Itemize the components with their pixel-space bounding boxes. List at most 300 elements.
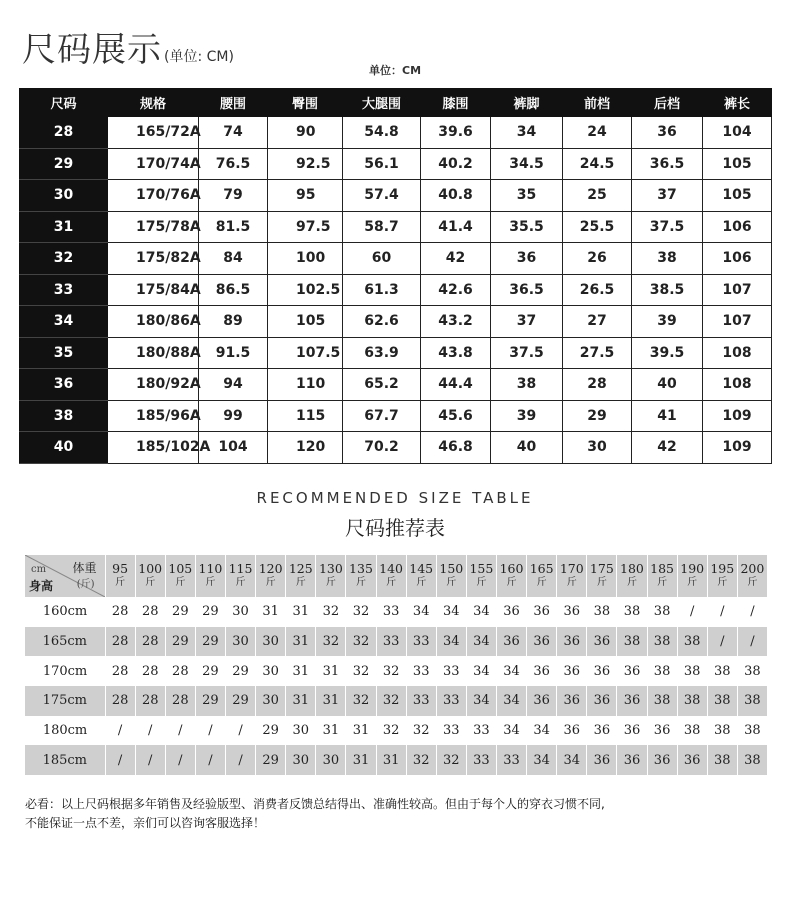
recommend-size-cell: 32 xyxy=(352,663,370,679)
recommend-size-cell: 34 xyxy=(503,663,520,679)
recommend-size-cell: 33 xyxy=(406,627,436,657)
recommend-size-cell: 31 xyxy=(316,686,346,716)
size-value-cell: 175/78A xyxy=(108,211,199,243)
weight-unit: 斤 xyxy=(596,577,607,588)
weight-header-cell xyxy=(376,555,406,597)
size-value-cell: 97.5 xyxy=(268,211,343,243)
size-value-cell: 42.6 xyxy=(421,274,491,306)
size-value-cell: 56.1 xyxy=(343,148,421,180)
size-label-cell: 33 xyxy=(20,274,108,306)
recommend-size-cell: 36 xyxy=(623,723,641,739)
recommend-size-cell: 34 xyxy=(466,686,496,716)
recommend-size-cell: 33 xyxy=(443,663,460,679)
weight-header-cell xyxy=(165,555,195,597)
size-value-cell: 110 xyxy=(268,369,343,401)
recommend-size-cell: 38 xyxy=(653,604,671,620)
recommend-size-cell: / xyxy=(165,745,195,775)
size-value-cell: 42 xyxy=(632,432,703,464)
size-value-cell: 120 xyxy=(268,432,343,464)
size-value-cell: 46.8 xyxy=(421,432,491,464)
recommend-size-cell: 32 xyxy=(376,686,406,716)
recommend-size-cell: 34 xyxy=(496,686,526,716)
size-value-cell: 67.7 xyxy=(343,400,421,432)
recommend-size-cell: 36 xyxy=(587,686,617,716)
recommend-size-cell: 38 xyxy=(653,663,671,679)
recommend-size-cell: / xyxy=(195,745,225,775)
size-header-cell: 尺码 xyxy=(20,89,108,117)
weight-value: 180 xyxy=(620,561,644,576)
weight-unit: 斤 xyxy=(145,577,156,588)
size-row xyxy=(20,180,772,212)
size-value-cell: 58.7 xyxy=(343,211,421,243)
recommend-size-cell: / xyxy=(238,723,243,739)
weight-header-cell xyxy=(617,555,647,597)
recommend-size-cell: 36 xyxy=(593,723,611,739)
size-row xyxy=(20,243,772,275)
weight-value: 110 xyxy=(198,561,223,576)
recommend-size-cell: 38 xyxy=(593,604,611,620)
size-value-cell: 170/74A xyxy=(108,148,199,180)
size-value-cell: 45.6 xyxy=(421,400,491,432)
size-value-cell: 26 xyxy=(563,243,632,275)
recommend-size-cell: 32 xyxy=(382,663,400,679)
size-label-cell: 30 xyxy=(20,180,108,212)
size-value-cell: 39.5 xyxy=(632,337,703,369)
recommend-size-cell: 31 xyxy=(322,663,340,679)
weight-unit: 斤 xyxy=(717,577,728,588)
note-line-1: 必看：以上尺码根据多年销售及经验版型、消费者反馈总结得出、准确性较高。但由于每个人的穿衣习惯不同, xyxy=(25,797,605,811)
recommend-size-cell: 32 xyxy=(406,745,436,775)
recommend-size-cell: 36 xyxy=(593,663,611,679)
size-value-cell: 41 xyxy=(632,400,703,432)
size-value-cell: 30 xyxy=(563,432,632,464)
size-value-cell: 65.2 xyxy=(343,369,421,401)
weight-value: 175 xyxy=(589,561,614,576)
weight-header-cell xyxy=(647,555,677,597)
recommend-size-cell: 30 xyxy=(256,686,286,716)
corner-cm-label: cm xyxy=(31,564,47,575)
recommend-size-cell: 28 xyxy=(111,663,129,679)
size-value-cell: 37 xyxy=(632,180,703,212)
weight-value: 95 xyxy=(112,561,129,576)
size-header-cell: 臀围 xyxy=(268,89,343,117)
size-value-cell: 25 xyxy=(563,180,632,212)
weight-value: 125 xyxy=(288,561,313,576)
size-value-cell: 40.2 xyxy=(421,148,491,180)
weight-unit: 斤 xyxy=(446,577,457,588)
size-value-cell: 104 xyxy=(199,432,268,464)
weight-unit: 斤 xyxy=(416,577,427,588)
size-value-cell: 165/72A xyxy=(108,117,199,149)
size-label-cell: 34 xyxy=(20,306,108,338)
recommend-size-cell: 33 xyxy=(443,723,460,739)
size-value-cell: 41.4 xyxy=(421,211,491,243)
weight-value: 195 xyxy=(710,561,735,576)
recommend-size-cell: 29 xyxy=(256,745,286,775)
weight-header-cell xyxy=(286,555,316,597)
weight-header-cell xyxy=(557,555,587,597)
size-value-cell: 175/82A xyxy=(108,243,199,275)
weight-unit: 斤 xyxy=(506,577,517,588)
recommend-size-cell: 29 xyxy=(165,627,195,657)
weight-header-cell xyxy=(707,555,737,597)
recommend-size-cell: 30 xyxy=(225,627,255,657)
size-value-cell: 43.2 xyxy=(421,306,491,338)
weight-header-cell xyxy=(436,555,466,597)
size-header-cell: 裤长 xyxy=(703,89,772,117)
size-value-cell: 180/88A xyxy=(108,337,199,369)
recommend-size-cell: 33 xyxy=(466,745,496,775)
weight-header-cell xyxy=(135,555,165,597)
recommend-size-cell: 32 xyxy=(352,604,370,620)
size-value-cell: 185/102A xyxy=(108,432,199,464)
recommend-size-cell: 34 xyxy=(527,745,557,775)
corner-weight-label: 体重 xyxy=(72,561,97,575)
size-value-cell: 34.5 xyxy=(491,148,563,180)
size-value-cell: 63.9 xyxy=(343,337,421,369)
weight-value: 130 xyxy=(318,561,343,576)
weight-header-cell xyxy=(195,555,225,597)
recommend-size-cell: 29 xyxy=(202,604,219,620)
size-value-cell: 94 xyxy=(199,369,268,401)
recommend-size-cell: 36 xyxy=(563,723,581,739)
size-row xyxy=(20,117,772,149)
size-row xyxy=(20,148,772,180)
size-value-cell: 29 xyxy=(563,400,632,432)
weight-unit: 斤 xyxy=(747,577,758,588)
weight-unit: 斤 xyxy=(536,577,547,588)
recommend-size-cell: 38 xyxy=(683,663,701,679)
size-value-cell: 36.5 xyxy=(491,274,563,306)
title-main: 尺码展示 xyxy=(22,30,162,70)
size-value-cell: 37 xyxy=(491,306,563,338)
size-row xyxy=(20,369,772,401)
weight-value: 155 xyxy=(469,561,494,576)
size-value-cell: 70.2 xyxy=(343,432,421,464)
recommend-size-cell: 38 xyxy=(714,663,731,679)
size-value-cell: 105 xyxy=(703,180,772,212)
size-value-cell: 84 xyxy=(199,243,268,275)
size-value-cell: 40.8 xyxy=(421,180,491,212)
recommended-header-row xyxy=(25,555,768,597)
size-value-cell: 39 xyxy=(491,400,563,432)
recommend-size-cell: 33 xyxy=(382,604,400,620)
size-row xyxy=(20,400,772,432)
size-header-cell: 规格 xyxy=(108,89,199,117)
size-header-cell: 后档 xyxy=(632,89,703,117)
height-label-cell: 165cm xyxy=(25,627,105,657)
size-value-cell: 36 xyxy=(632,117,703,149)
size-value-cell: 35.5 xyxy=(491,211,563,243)
weight-header-cell xyxy=(737,555,767,597)
weight-value: 115 xyxy=(228,561,253,576)
weight-unit: 斤 xyxy=(295,577,306,588)
size-label-cell: 29 xyxy=(20,148,108,180)
weight-header-cell xyxy=(496,555,526,597)
recommend-size-cell: 36 xyxy=(617,686,647,716)
size-value-cell: 92.5 xyxy=(268,148,343,180)
recommend-size-cell: 32 xyxy=(346,627,376,657)
weight-header-cell xyxy=(466,555,496,597)
size-label-cell: 31 xyxy=(20,211,108,243)
recommend-size-cell: 38 xyxy=(737,686,767,716)
recommend-size-cell: 31 xyxy=(292,663,310,679)
weight-unit: 斤 xyxy=(205,577,216,588)
size-header-cell: 膝围 xyxy=(421,89,491,117)
size-value-cell: 25.5 xyxy=(563,211,632,243)
weight-unit: 斤 xyxy=(355,577,366,588)
size-value-cell: 38 xyxy=(491,369,563,401)
size-value-cell: 60 xyxy=(343,243,421,275)
size-value-cell: 108 xyxy=(703,369,772,401)
size-value-cell: 106 xyxy=(703,211,772,243)
recommend-size-cell: 33 xyxy=(496,745,526,775)
recommend-size-cell: 29 xyxy=(195,686,225,716)
recommend-size-cell: / xyxy=(737,627,767,657)
size-value-cell: 61.3 xyxy=(343,274,421,306)
size-value-cell: 27.5 xyxy=(563,337,632,369)
size-value-cell: 26.5 xyxy=(563,274,632,306)
size-value-cell: 81.5 xyxy=(199,211,268,243)
size-value-cell: 185/96A xyxy=(108,400,199,432)
recommend-size-cell: 31 xyxy=(286,686,316,716)
recommend-size-cell: 31 xyxy=(352,723,370,739)
weight-value: 165 xyxy=(529,561,554,576)
weight-value: 120 xyxy=(258,561,283,576)
recommend-size-cell: 33 xyxy=(473,723,490,739)
recommend-size-cell: 38 xyxy=(647,627,677,657)
size-value-cell: 99 xyxy=(199,400,268,432)
recommend-size-cell: 38 xyxy=(744,663,761,679)
recommend-size-cell: 28 xyxy=(141,663,159,679)
weight-unit: 斤 xyxy=(476,577,487,588)
size-value-cell: 107 xyxy=(703,306,772,338)
size-value-cell: 37.5 xyxy=(491,337,563,369)
size-value-cell: 74 xyxy=(199,117,268,149)
size-value-cell: 86.5 xyxy=(199,274,268,306)
recommend-row xyxy=(25,656,768,686)
recommend-size-cell: 38 xyxy=(677,627,707,657)
size-value-cell: 28 xyxy=(563,369,632,401)
size-value-cell: 106 xyxy=(703,243,772,275)
weight-header-cell xyxy=(256,555,286,597)
weight-unit: 斤 xyxy=(265,577,276,588)
recommend-size-cell: 34 xyxy=(436,627,466,657)
size-value-cell: 27 xyxy=(563,306,632,338)
weight-value: 185 xyxy=(650,561,674,576)
recommend-size-cell: 36 xyxy=(527,627,557,657)
recommend-size-cell: 36 xyxy=(527,686,557,716)
recommend-size-cell: 36 xyxy=(503,604,520,620)
size-label-cell: 28 xyxy=(20,117,108,149)
recommend-size-cell: 36 xyxy=(563,604,581,620)
recommend-size-cell: 33 xyxy=(406,686,436,716)
recommend-size-cell: / xyxy=(208,723,213,739)
recommend-size-cell: 30 xyxy=(292,723,310,739)
weight-header-cell xyxy=(316,555,346,597)
unit-label: 单位：CM xyxy=(369,64,422,77)
weight-value: 135 xyxy=(349,561,373,576)
recommend-size-cell: 34 xyxy=(443,604,460,620)
recommend-size-cell: 36 xyxy=(557,627,587,657)
weight-unit: 斤 xyxy=(566,577,577,588)
size-table xyxy=(19,88,772,464)
size-value-cell: 38.5 xyxy=(632,274,703,306)
size-value-cell: 89 xyxy=(199,306,268,338)
recommend-size-cell: 32 xyxy=(412,723,430,739)
weight-value: 170 xyxy=(559,561,584,576)
recommend-size-cell: 28 xyxy=(111,604,129,620)
size-label-cell: 36 xyxy=(20,369,108,401)
size-value-cell: 44.4 xyxy=(421,369,491,401)
recommend-size-cell: 29 xyxy=(202,663,219,679)
recommend-size-cell: 29 xyxy=(195,627,225,657)
weight-unit: 斤 xyxy=(657,577,668,588)
weight-unit: 斤 xyxy=(175,577,186,588)
recommend-size-cell: 38 xyxy=(707,745,737,775)
recommend-size-cell: 36 xyxy=(587,745,617,775)
recommend-size-cell: 36 xyxy=(533,604,550,620)
size-value-cell: 36.5 xyxy=(632,148,703,180)
recommend-size-cell: 38 xyxy=(623,604,641,620)
size-table-header xyxy=(20,89,772,117)
weight-header-cell xyxy=(406,555,436,597)
recommend-size-cell: 38 xyxy=(714,723,731,739)
size-note xyxy=(25,795,775,833)
size-value-cell: 79 xyxy=(199,180,268,212)
weight-value: 100 xyxy=(138,561,163,576)
recommend-size-cell: 38 xyxy=(677,686,707,716)
recommend-size-cell: 29 xyxy=(172,604,189,620)
recommend-size-cell: 33 xyxy=(412,663,430,679)
recommend-size-cell: 36 xyxy=(647,745,677,775)
size-value-cell: 24.5 xyxy=(563,148,632,180)
recommend-size-cell: 34 xyxy=(473,663,490,679)
recommend-size-cell: 28 xyxy=(135,627,165,657)
size-value-cell: 105 xyxy=(703,148,772,180)
recommend-size-cell: / xyxy=(148,723,153,739)
size-value-cell: 90 xyxy=(268,117,343,149)
recommended-title-cn: 尺码推荐表 xyxy=(345,516,445,540)
recommend-size-cell: 29 xyxy=(225,686,255,716)
recommend-size-cell: 36 xyxy=(677,745,707,775)
recommend-size-cell: 32 xyxy=(322,604,340,620)
recommend-size-cell: / xyxy=(178,723,183,739)
weight-value: 145 xyxy=(409,561,434,576)
recommend-size-cell: 33 xyxy=(436,686,466,716)
size-value-cell: 180/92A xyxy=(108,369,199,401)
height-label-cell: 160cm xyxy=(42,604,88,620)
size-row xyxy=(20,337,772,369)
size-value-cell: 180/86A xyxy=(108,306,199,338)
size-row xyxy=(20,432,772,464)
title-unit: (单位: CM) xyxy=(164,49,234,65)
size-value-cell: 109 xyxy=(703,432,772,464)
height-label-cell: 180cm xyxy=(42,723,88,739)
recommend-size-cell: 31 xyxy=(262,604,279,620)
height-label-cell: 170cm xyxy=(42,663,88,679)
weight-value: 200 xyxy=(740,561,765,576)
recommend-row xyxy=(25,686,768,716)
size-value-cell: 57.4 xyxy=(343,180,421,212)
size-value-cell: 39.6 xyxy=(421,117,491,149)
weight-unit: 斤 xyxy=(115,577,126,588)
recommend-row xyxy=(25,627,768,657)
recommend-size-cell: 28 xyxy=(135,686,165,716)
size-value-cell: 107 xyxy=(703,274,772,306)
size-label-cell: 38 xyxy=(20,400,108,432)
recommend-size-cell: 36 xyxy=(653,723,671,739)
recommend-size-cell: 28 xyxy=(165,686,195,716)
recommend-size-cell: 31 xyxy=(286,627,316,657)
size-header-cell: 大腿围 xyxy=(343,89,421,117)
corner-height-label: 身高 xyxy=(29,579,54,593)
recommend-size-cell: 30 xyxy=(232,604,249,620)
weight-header-cell xyxy=(346,555,376,597)
weight-value: 140 xyxy=(379,561,404,576)
recommend-size-cell: 36 xyxy=(587,627,617,657)
size-row xyxy=(20,274,772,306)
recommend-size-cell: / xyxy=(750,604,755,620)
size-value-cell: 40 xyxy=(632,369,703,401)
recommend-size-cell: 36 xyxy=(563,663,581,679)
size-value-cell: 62.6 xyxy=(343,306,421,338)
size-value-cell: 24 xyxy=(563,117,632,149)
size-value-cell: 43.8 xyxy=(421,337,491,369)
recommend-size-cell: 28 xyxy=(105,627,135,657)
recommend-size-cell: / xyxy=(707,627,737,657)
recommend-size-cell: 33 xyxy=(376,627,406,657)
recommended-title-en: RECOMMENDED SIZE TABLE xyxy=(256,489,534,507)
recommended-size-table xyxy=(25,555,768,775)
recommend-size-cell: 38 xyxy=(617,627,647,657)
recommend-size-cell: / xyxy=(135,745,165,775)
size-label-cell: 40 xyxy=(20,432,108,464)
recommend-size-cell: 34 xyxy=(503,723,520,739)
recommend-size-cell: 31 xyxy=(376,745,406,775)
corner-jin-label: (斤) xyxy=(76,579,95,590)
corner-cell xyxy=(25,555,105,597)
size-value-cell: 34 xyxy=(491,117,563,149)
weight-unit: 斤 xyxy=(386,577,397,588)
weight-header-cell xyxy=(105,555,135,597)
size-value-cell: 35 xyxy=(491,180,563,212)
recommend-size-cell: 36 xyxy=(533,663,550,679)
recommend-size-cell: 36 xyxy=(617,745,647,775)
recommend-row xyxy=(25,597,768,627)
size-value-cell: 95 xyxy=(268,180,343,212)
size-value-cell: 104 xyxy=(703,117,772,149)
recommend-size-cell: 30 xyxy=(256,627,286,657)
recommend-size-cell: 29 xyxy=(232,663,249,679)
recommend-size-cell: 38 xyxy=(707,686,737,716)
recommend-size-cell: 29 xyxy=(262,723,279,739)
size-value-cell: 42 xyxy=(421,243,491,275)
note-line-2: 不能保证一点不差，亲们可以咨询客服选择！ xyxy=(25,816,266,830)
recommend-size-cell: 34 xyxy=(557,745,587,775)
weight-unit: 斤 xyxy=(687,577,698,588)
size-row xyxy=(20,306,772,338)
recommend-size-cell: 28 xyxy=(172,663,189,679)
size-header-cell: 腰围 xyxy=(199,89,268,117)
page-title xyxy=(22,22,234,71)
recommend-size-cell: 38 xyxy=(744,723,761,739)
weight-value: 160 xyxy=(499,561,524,576)
size-value-cell: 108 xyxy=(703,337,772,369)
size-label-cell: 35 xyxy=(20,337,108,369)
weight-unit: 斤 xyxy=(325,577,336,588)
weight-header-cell xyxy=(225,555,255,597)
